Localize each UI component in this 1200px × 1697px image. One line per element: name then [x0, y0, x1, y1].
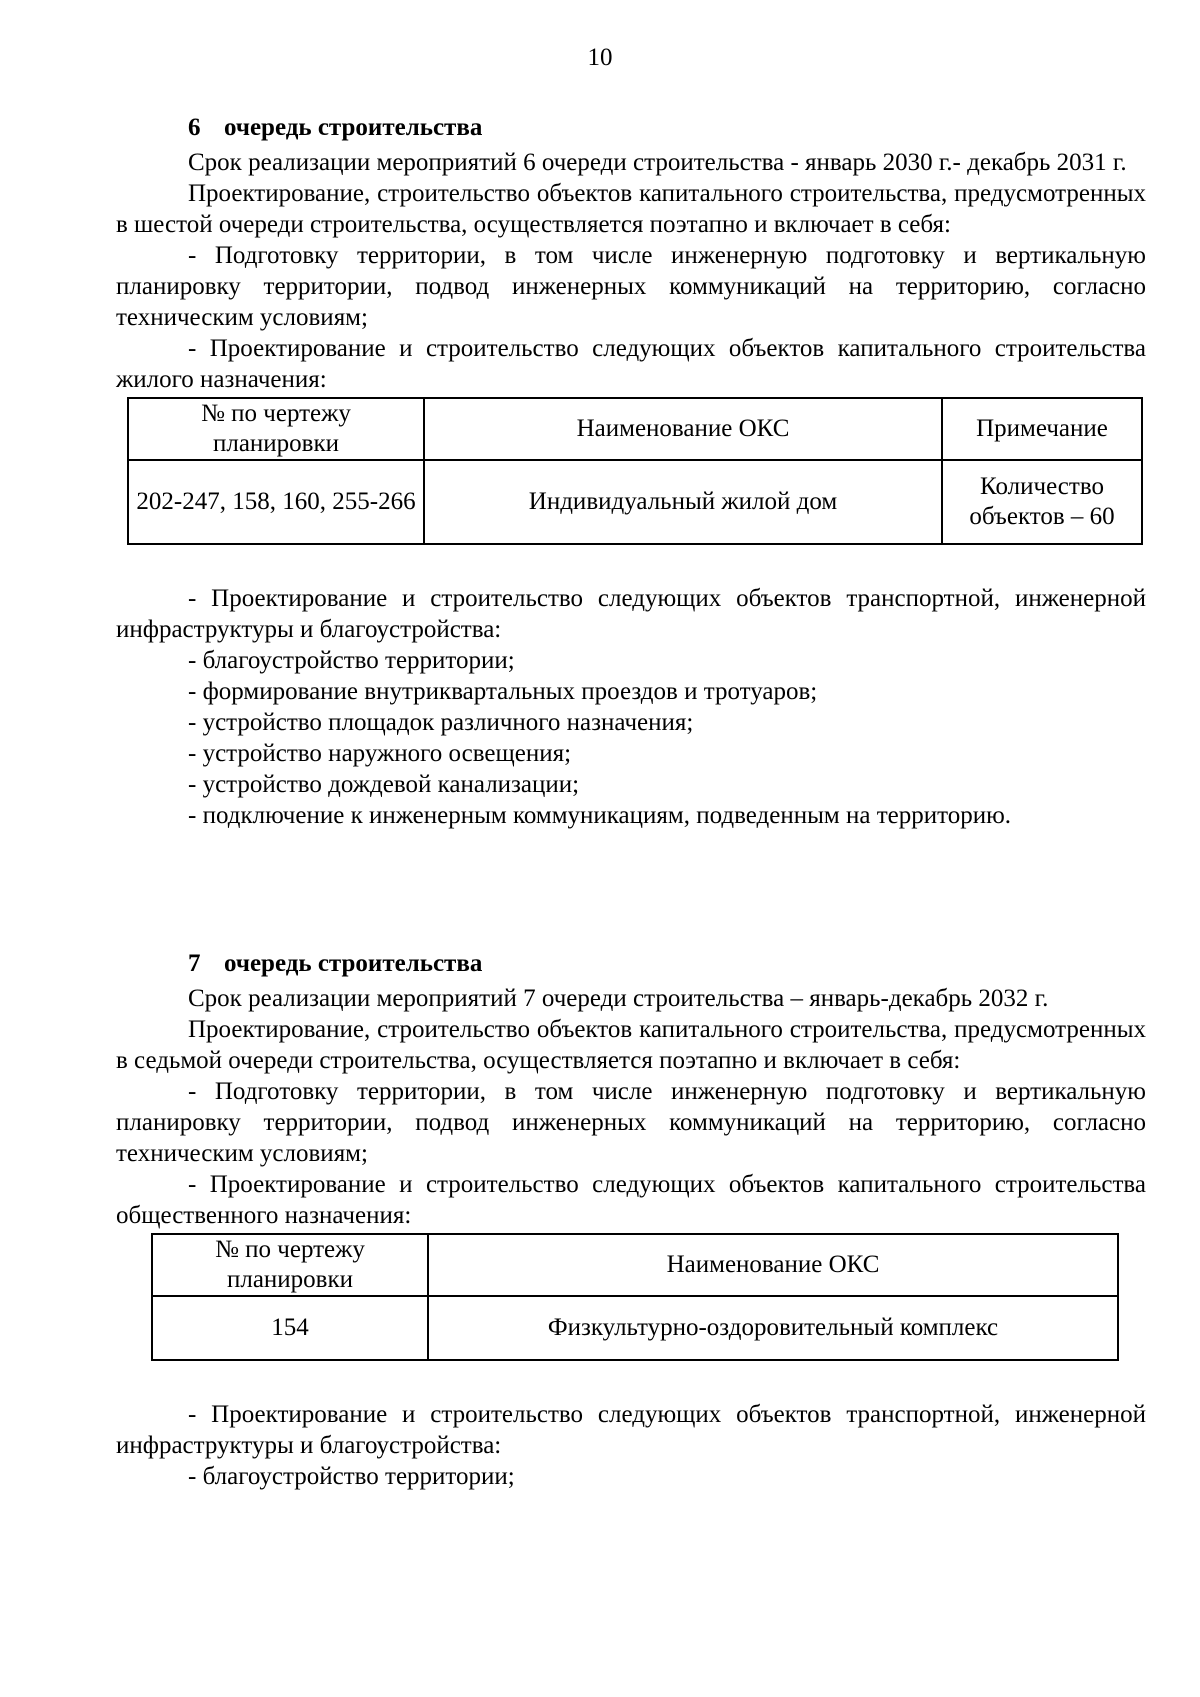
- section-6-infra: - Проектирование и строительство следующих объектов транспортной, инженерной инфраструктуры и благоустройства:: [116, 585, 1146, 643]
- list-item: - устройство дождевой канализации;: [188, 771, 580, 798]
- page-number: 10: [587, 44, 613, 71]
- list-item: - благоустройство территории;: [188, 647, 515, 674]
- section-7-title: очередь строительства: [224, 950, 483, 977]
- section-6-number: 6: [188, 114, 201, 141]
- section-6-intro: Проектирование, строительство объектов капитального строительства, предусмотренных в шестой очереди строительства, осуществляется поэтапно и включает в себя:: [116, 180, 1146, 238]
- section-7-heading: [188, 948, 1146, 979]
- list-item: - благоустройство территории;: [188, 1463, 515, 1490]
- header-cell-note: Примечание: [942, 398, 1142, 460]
- section-6-prep: - Подготовку территории, в том числе инженерную подготовку и вертикальную планировку территории, подвод инженерных коммуникаций на территорию, согласно техническим условиям;: [116, 242, 1146, 331]
- section-7-term: Срок реализации мероприятий 7 очереди строительства – январь-декабрь 2032 г.: [188, 985, 1049, 1012]
- section-6-heading: [188, 112, 1146, 143]
- section-6-table: [127, 397, 1143, 545]
- table-header-row: [152, 1234, 1118, 1296]
- section-6: [116, 112, 1146, 831]
- section-7-number: 7: [188, 950, 201, 977]
- table-header-row: [128, 398, 1142, 460]
- cell-number: 202-247, 158, 160, 255-266: [128, 460, 424, 544]
- section-7-table: [151, 1233, 1119, 1361]
- section-6-design: - Проектирование и строительство следующих объектов капитального строительства жилого назначения:: [116, 335, 1146, 393]
- list-item: - подключение к инженерным коммуникациям, подведенным на территорию.: [188, 802, 1011, 829]
- section-7-intro: Проектирование, строительство объектов капитального строительства, предусмотренных в седьмой очереди строительства, осуществляется поэтапно и включает в себя:: [116, 1016, 1146, 1074]
- header-cell-number: № по чертежу планировки: [152, 1234, 428, 1296]
- section-7-infra: - Проектирование и строительство следующих объектов транспортной, инженерной инфраструктуры и благоустройства:: [116, 1401, 1146, 1459]
- cell-name: Физкультурно-оздоровительный комплекс: [428, 1296, 1118, 1360]
- list-item: - устройство площадок различного назначения;: [188, 709, 694, 736]
- section-6-term: Срок реализации мероприятий 6 очереди строительства - январь 2030 г.- декабрь 2031 г.: [188, 149, 1127, 176]
- list-item: - формирование внутриквартальных проездов и тротуаров;: [188, 678, 818, 705]
- header-cell-name: Наименование ОКС: [424, 398, 942, 460]
- section-7-prep: - Подготовку территории, в том числе инженерную подготовку и вертикальную планировку территории, подвод инженерных коммуникаций на территорию, согласно техническим условиям;: [116, 1078, 1146, 1167]
- cell-name: Индивидуальный жилой дом: [424, 460, 942, 544]
- section-7-design: - Проектирование и строительство следующих объектов капитального строительства общественного назначения:: [116, 1171, 1146, 1229]
- table-row: [128, 460, 1142, 544]
- section-6-title: очередь строительства: [224, 114, 483, 141]
- table-row: [152, 1296, 1118, 1360]
- section-7: [116, 948, 1146, 1492]
- header-cell-name: Наименование ОКС: [428, 1234, 1118, 1296]
- list-item: - устройство наружного освещения;: [188, 740, 572, 767]
- header-cell-number: № по чертежу планировки: [128, 398, 424, 460]
- cell-number: 154: [152, 1296, 428, 1360]
- cell-note: Количество объектов – 60: [942, 460, 1142, 544]
